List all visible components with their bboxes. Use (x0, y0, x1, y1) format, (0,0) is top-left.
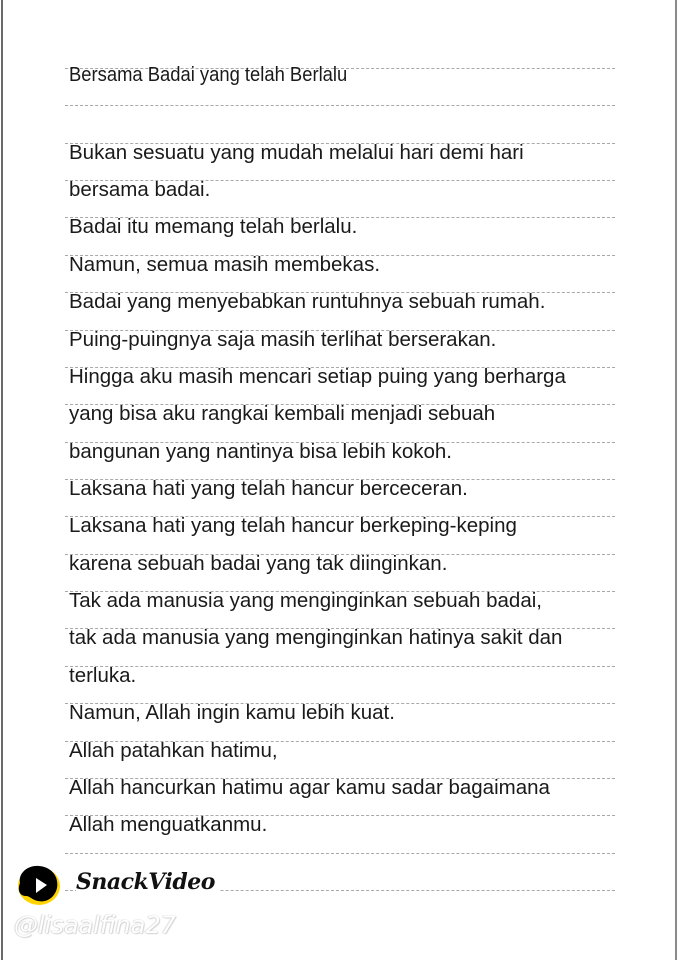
text-line: terluka. (69, 664, 137, 687)
text-line: Allah menguatkanmu. (69, 813, 268, 836)
text-line: Tak ada manusia yang menginginkan sebuah badai, (69, 589, 542, 612)
text-line: Laksana hati yang telah hancur berceceran. (69, 477, 468, 500)
text-line: Laksana hati yang telah hancur berkeping-keping (69, 514, 517, 537)
text-line: bangunan yang nantinya bisa lebih kokoh. (69, 440, 452, 463)
text-line: Namun, Allah ingin kamu lebih kuat. (69, 701, 395, 724)
text-line: karena sebuah badai yang tak diinginkan. (69, 552, 448, 575)
page-border-left (1, 0, 3, 960)
text-line: Allah patahkan hatimu, (69, 739, 278, 762)
text-line: tak ada manusia yang menginginkan hatinya sakit dan (69, 626, 563, 649)
text-line: bersama badai. (69, 178, 211, 201)
watermark-username: @lisaalfina27 (14, 911, 176, 939)
text-line: Allah hancurkan hatimu agar kamu sadar bagaimana (69, 776, 550, 799)
text-line: yang bisa aku rangkai kembali menjadi sebuah (69, 402, 496, 425)
text-line: Hingga aku masih mencari setiap puing yang berharga (69, 365, 566, 388)
text-line: Puing-puingnya saja masih terlihat berserakan. (69, 328, 497, 351)
text-line: Bukan sesuatu yang mudah melalui hari demi hari (69, 141, 524, 164)
ruled-line (65, 105, 615, 106)
page-border-right (675, 0, 677, 960)
ruled-line (65, 853, 615, 854)
text-line: Badai yang menyebabkan runtuhnya sebuah rumah. (69, 290, 546, 313)
document-title: Bersama Badai yang telah Berlalu (69, 64, 348, 86)
text-line: Namun, semua masih membekas. (69, 253, 381, 276)
snackvideo-logo-icon (14, 863, 62, 907)
text-line: Badai itu memang telah berlalu. (69, 215, 358, 238)
snackvideo-brand-text: SnackVideo (76, 869, 219, 895)
